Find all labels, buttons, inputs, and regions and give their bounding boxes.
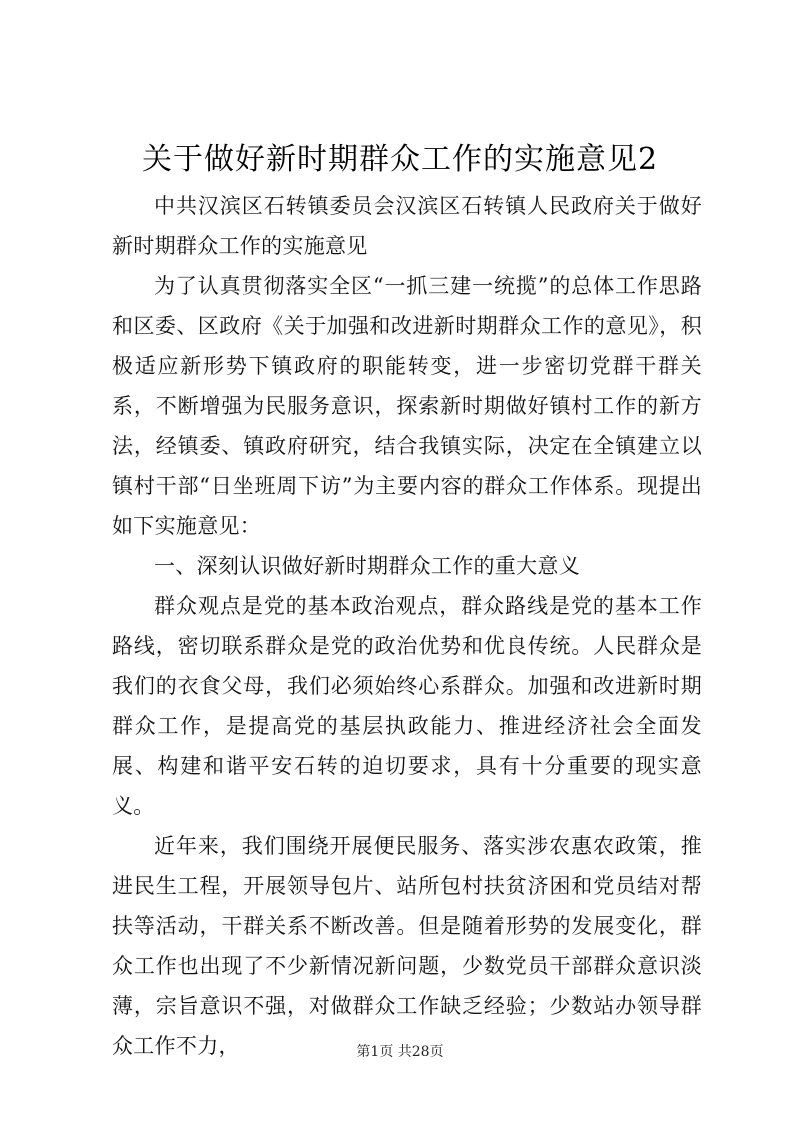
paragraph-significance: 群众观点是党的基本政治观点，群众路线是党的基本工作路线，密切联系群众是党的政治优势和优良传统。人民群众是我们的衣食父母，我们必须始终心系群众。加强和改进新时期群众工作，是提高党的基层执政能力、推进经济社会全面发展、构建和谐平安石转的迫切要求，具有十分重要的现实意义。 [112, 594, 702, 818]
page-number-footer: 第1页 共28页 [356, 1044, 444, 1060]
paragraph-heading-org: 中共汉滨区石转镇委员会汉滨区石转镇人民政府关于做好新时期群众工作的实施意见 [112, 194, 702, 258]
document-title: 关于做好新时期群众工作的实施意见2 [141, 142, 659, 177]
paragraph-intro: 为了认真贯彻落实全区“一抓三建一统揽”的总体工作思路和区委、区政府《关于加强和改进新时期群众工作的意见》，积极适应新形势下镇政府的职能转变，进一步密切党群干群关系，不断增强为民服务意识，探索新时期做好镇村工作的新方法，经镇委、镇政府研究，结合我镇实际，决定在全镇建立以镇村干部“日坐班周下访”为主要内容的群众工作体系。现提出如下实施意见： [112, 274, 702, 538]
document-body [112, 186, 702, 1066]
section-heading-1: 一、深刻认识做好新时期群众工作的重大意义 [154, 554, 580, 578]
paragraph-recent-years: 近年来，我们围绕开展便民服务、落实涉农惠农政策，推进民生工程，开展领导包片、站所包村扶贫济困和党员结对帮扶等活动，干群关系不断改善。但是随着形势的发展变化，群众工作也出现了不少新情况新问题，少数党员干部群众意识淡薄，宗旨意识不强，对做群众工作缺乏经验；少数站办领导群众工作不力， [112, 834, 702, 1058]
